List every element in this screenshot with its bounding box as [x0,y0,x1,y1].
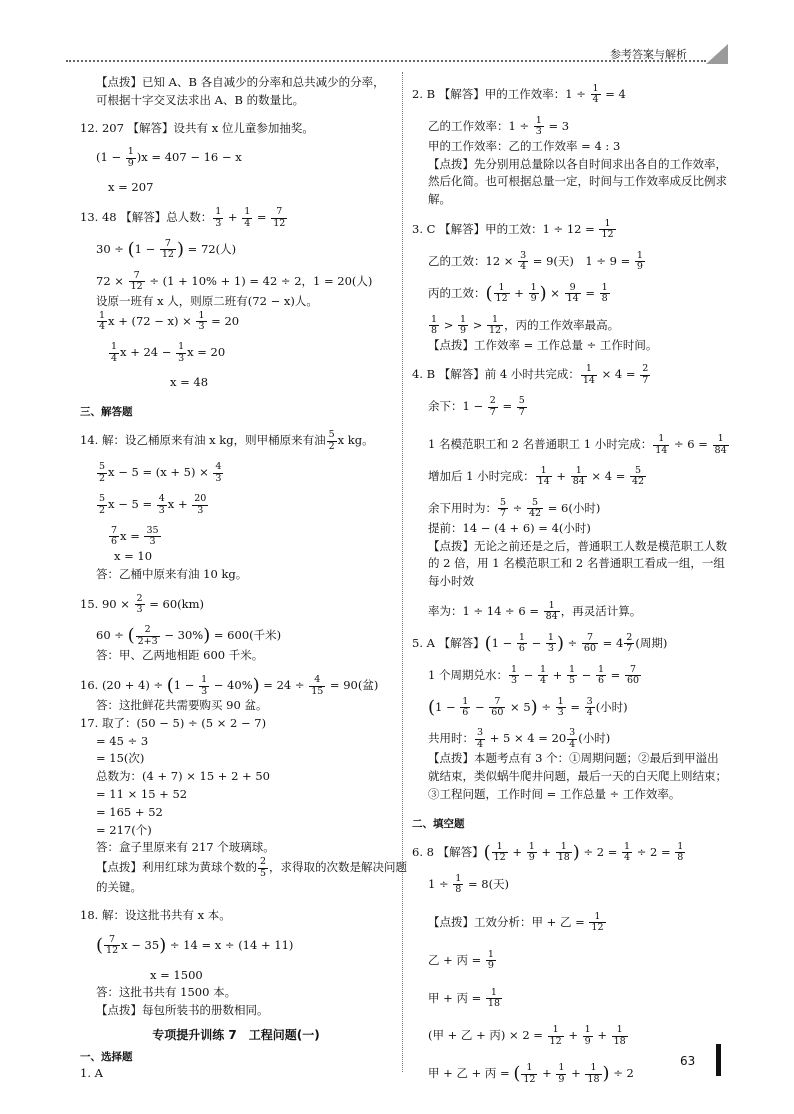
q4-step: 增加后 1 小时完成： $\frac{1}{14}$ + $\frac{1}{84}$ × 4 = $\frac{5}{42}$ [428,464,645,488]
header-corner-triangle [706,44,728,64]
q13-line: 13. 48 【解答】总人数： $\frac{1}{3}$ + $\frac{1}{4}$ = $\frac{7}{12}$ [80,206,286,229]
q3-tip: 【点拨】工作效率 = 工作总量 ÷ 工作时间。 [428,337,658,352]
q5-step: (1 − $\frac{1}{6}$ − $\frac{7}{60}$ × 5) ÷ $\frac{1}{3}$ = $\frac{3}{4}$ (小时) [428,695,628,718]
q2-step: 甲的工作效率：乙的工作效率 = 4 : 3 [428,138,621,153]
q6-tip: 【点拨】工效分析：甲 + 乙 = $\frac{1}{12}$ [428,910,604,934]
section-heading: 一、选择题 [80,1050,133,1063]
section-heading: 三、解答题 [80,406,133,419]
q13-step: $\frac{1}{4}$ x + 24 − $\frac{1}{3}$ x = 20 [111,341,226,364]
q4-tip: 率为：1 ÷ 14 ÷ 6 = $\frac{1}{84}$ ，再灵活计算。 [428,599,642,623]
right-column [412,74,730,1085]
special-training-title: 专项提升训练 7 工程问题(一) [152,1028,320,1043]
q17-step: = 217(个) [96,822,152,837]
q18-step: ( $\frac{7}{12}$ x − 35) ÷ 14 = x ÷ (14 + 11) [96,933,294,957]
q6-step: 甲 + 丙 = $\frac{1}{18}$ [428,986,500,1009]
q2-step: 乙的工作效率：1 ÷ $\frac{1}{3}$ = 3 [428,114,570,138]
q17-step: = 11 × 15 + 52 [96,787,188,802]
q17-answer: 答：盒子里原来有 217 个玻璃球。 [96,840,275,855]
q18-line: 18. 解：设这批书共有 x 本。 [80,907,231,922]
q3-step: $\frac{1}{8}$ > $\frac{1}{9}$ > $\frac{1}{12}$ ，丙的工作效率最高。 [431,313,620,337]
q17-step: = 45 ÷ 3 [96,733,149,748]
q5-step: 共用时： $\frac{3}{4}$ + 5 × 4 = 20 $\frac{3}{4}$ (小时) [428,727,611,750]
tip-line: 【点拨】已知 A、B 各自减少的分率和总共减少的分率，可根据十字交叉法求出 A、B 的数量比。 [96,75,385,107]
q14-line: 14. 解：设乙桶原来有油 x kg，则甲桶原来有油 $\frac{5}{2}$ x kg。 [80,429,374,452]
q15-line: 15. 90 × $\frac{2}{3}$ = 60(km) [80,592,205,615]
page-edge-bar [716,1044,721,1076]
left-column [80,74,408,1083]
q4-step: 1 名模范职工和 2 名普通职工 1 小时完成： $\frac{1}{14}$ ÷ 6 = $\frac{1}{84}$ [428,433,727,456]
q1-line: 1. A [80,1065,103,1080]
q17-tip: 的关键。 [96,880,142,895]
q16-line: 16. (20 + 4) ÷ (1 − $\frac{1}{3}$ − 40%) = 24 ÷ $\frac{4}{15}$ = 90(盆) [80,674,379,697]
q4-line: 4. B 【解答】前 4 小时共完成： $\frac{1}{14}$ × 4 = $\frac{2}{7}$ [412,363,649,386]
q13-result: x = 48 [170,375,209,390]
q14-step: $\frac{5}{2}$ x − 5 = $\frac{4}{3}$ x + $\frac{20}{3}$ [99,493,207,516]
section-heading: 二、填空题 [412,817,465,830]
q5-tip: 【点拨】本题考点有 3 个：①周期问题；②最后到甲溢出就结束，类似蜗牛爬井问题，最后一天的白天爬上则结束；③工程问题，工作时间 = 工作总量 ÷ 工作效率。 [428,751,727,801]
q15-step: 60 ÷ ( $\frac{2}{2+3}$ − 30%) = 600(千米) [96,624,282,647]
page-number: 63 [680,1054,696,1068]
q17-step: = 165 + 52 [96,804,163,819]
q4-tip: 【点拨】无论之前还是之后，普通职工人数是模范职工人数的 2 倍，用 1 名模范职工和 2 名普通职工看成一组，一组每小时效 [428,538,727,589]
q12-equation: (1 − $\frac{1}{9}$ )x = 407 − 16 − x [96,146,242,169]
header-title: 参考答案与解析 [610,48,687,61]
q17-step: = 15(次) [96,751,145,766]
q18-answer: 答：这批书共有 1500 本。 [96,985,237,1000]
column-divider [402,72,403,1072]
q5-step: 1 个周期兑水： $\frac{1}{3}$ − $\frac{1}{4}$ + $\frac{1}{5}$ − $\frac{1}{6}$ = $\frac{7}{60}$ [428,663,640,687]
q3-step: 丙的工效：( $\frac{1}{12}$ + $\frac{1}{9}$ ) × $\frac{9}{14}$ = $\frac{1}{8}$ [428,281,608,305]
q18-tip: 【点拨】每包所装书的册数相同。 [96,1003,269,1018]
q14-step: $\frac{5}{2}$ x − 5 = (x + 5) × $\frac{4}{3}$ [99,461,222,484]
q13-step: 72 × $\frac{7}{12}$ ÷ (1 + 10% + 1) = 42 ÷ 2，1 = 20(人) [96,269,373,293]
q13-step: 30 ÷ (1 − $\frac{7}{12}$ ) = 72(人) [96,238,237,261]
q12-result: x = 207 [108,180,154,195]
q6-line: 6. 8 【解答】( $\frac{1}{12}$ + $\frac{1}{9}$ + $\frac{1}{18}$ ) ÷ 2 = $\frac{1}{4}$ ÷ 2 = $\frac{1}{8}$ [412,841,684,864]
q6-step: (甲 + 乙 + 丙) × 2 = $\frac{1}{12}$ + $\frac{1}{9}$ + $\frac{1}{18}$ [428,1024,626,1047]
q2-tip: 【点拨】先分别用总量除以各自时间求出各自的工作效率，然后化简。也可根据总量一定，时间与工作效率成反比例求解。 [428,156,727,207]
q16-answer: 答：这批鲜花共需要购买 90 盆。 [96,697,268,712]
q17-line: 17. 取了：(50 − 5) ÷ (5 × 2 − 7) [80,715,267,730]
q4-step: 余下用时为： $\frac{5}{7}$ ÷ $\frac{5}{42}$ = 6(小时) [428,496,601,520]
q14-answer: 答：乙桶中原来有油 10 kg。 [96,566,248,581]
q3-line: 3. C 【解答】甲的工效：1 ÷ 12 = $\frac{1}{12}$ [412,218,614,241]
q6-step: 甲 + 乙 + 丙 = ( $\frac{1}{12}$ + $\frac{1}{9}$ + $\frac{1}{18}$ ) ÷ 2 [428,1062,634,1085]
q14-step: x = 10 [114,548,153,563]
q17-step: 总数为：(4 + 7) × 15 + 2 + 50 [96,769,270,784]
q17-tip: 【点拨】利用红球为黄球个数的 $\frac{2}{5}$ ，求得取的次数是解决问题 [96,856,408,879]
q5-line: 5. A 【解答】(1 − $\frac{1}{6}$ − $\frac{1}{3}$ ) ÷ $\frac{7}{60}$ = 4 $\frac{2}{7}$ (周期) [412,631,668,655]
q6-step: 1 ÷ $\frac{1}{8}$ = 8(天) [428,872,510,896]
q3-step: 乙的工效：12 × $\frac{3}{4}$ = 9(天) 1 ÷ 9 = $\frac{1}{9}$ [428,249,643,273]
q12-line: 12. 207 【解答】设共有 x 位儿童参加抽奖。 [80,120,314,135]
q4-step: 余下：1 − $\frac{2}{7}$ = $\frac{5}{7}$ [428,395,525,418]
q4-step: 提前：14 − (4 + 6) = 4(小时) [428,520,591,535]
q13-step: 设原一班有 x 人，则原二班有(72 − x)人。 [96,293,318,308]
q6-step: 乙 + 丙 = $\frac{1}{9}$ [428,948,494,972]
q14-step: $\frac{7}{6}$ x = $\frac{35}{3}$ [111,525,159,548]
q2-line: 2. B 【解答】甲的工作效率：1 ÷ $\frac{1}{4}$ = 4 [412,83,626,106]
q15-answer: 答：甲、乙两地相距 600 千米。 [96,648,264,663]
q13-step: $\frac{1}{4}$ x + (72 − x) × $\frac{1}{3}$ = 20 [99,309,240,332]
q18-step: x = 1500 [150,967,203,982]
